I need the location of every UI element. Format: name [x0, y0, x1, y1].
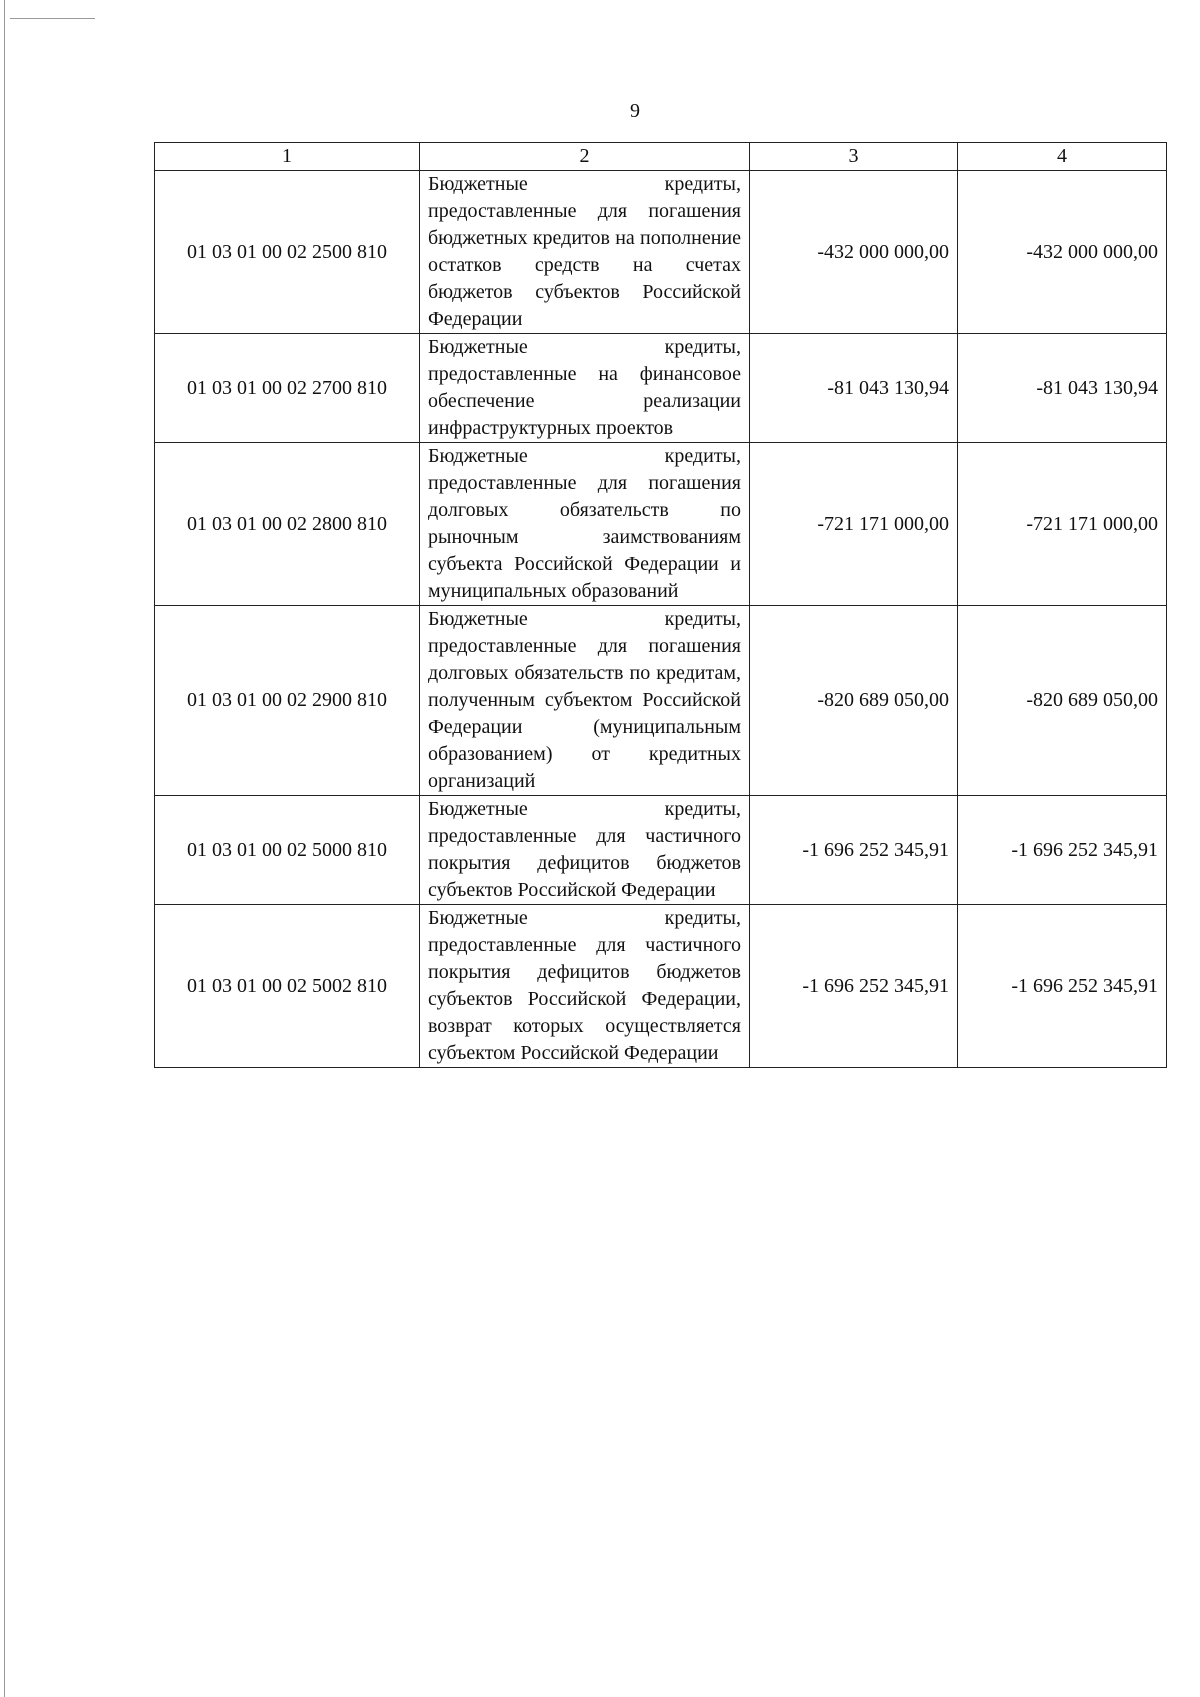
header-col-3: 3: [750, 143, 958, 171]
table-header-row: [155, 143, 1167, 171]
amount-col-3: -721 171 000,00: [750, 443, 958, 606]
amount-col-3: -432 000 000,00: [750, 171, 958, 334]
table-row: [155, 905, 1167, 1068]
table-row: [155, 171, 1167, 334]
budget-code: 01 03 01 00 02 5002 810: [155, 905, 420, 1068]
amount-col-4: -1 696 252 345,91: [958, 796, 1167, 905]
amount-col-4: -820 689 050,00: [958, 606, 1167, 796]
amount-col-4: -721 171 000,00: [958, 443, 1167, 606]
item-name: Бюджетные кредиты, предоставленные для погашения долговых обязательств по кредитам, полученным субъектом Российской Федерации (муниципальным образованием) от кредитных организаций: [420, 606, 750, 796]
left-margin-rule: [4, 0, 5, 1697]
table-row: [155, 334, 1167, 443]
budget-code: 01 03 01 00 02 2500 810: [155, 171, 420, 334]
budget-code: 01 03 01 00 02 2900 810: [155, 606, 420, 796]
amount-col-3: -820 689 050,00: [750, 606, 958, 796]
item-name: Бюджетные кредиты, предоставленные на финансовое обеспечение реализации инфраструктурных проектов: [420, 334, 750, 443]
header-col-2: 2: [420, 143, 750, 171]
page-number: 9: [630, 100, 640, 122]
item-name: Бюджетные кредиты, предоставленные для частичного покрытия дефицитов бюджетов субъектов Российской Федерации, возврат которых осуществляется субъектом Российской Федерации: [420, 905, 750, 1068]
budget-table: [154, 142, 1167, 1068]
amount-col-4: -432 000 000,00: [958, 171, 1167, 334]
amount-col-3: -81 043 130,94: [750, 334, 958, 443]
item-name: Бюджетные кредиты, предоставленные для частичного покрытия дефицитов бюджетов субъектов Российской Федерации: [420, 796, 750, 905]
amount-col-4: -1 696 252 345,91: [958, 905, 1167, 1068]
top-margin-rule: [10, 18, 95, 19]
table-row: [155, 606, 1167, 796]
budget-code: 01 03 01 00 02 2700 810: [155, 334, 420, 443]
amount-col-3: -1 696 252 345,91: [750, 905, 958, 1068]
table-row: [155, 443, 1167, 606]
item-name: Бюджетные кредиты, предоставленные для погашения долговых обязательств по рыночным заимствованиям субъекта Российской Федерации и муниципальных образований: [420, 443, 750, 606]
amount-col-4: -81 043 130,94: [958, 334, 1167, 443]
budget-code: 01 03 01 00 02 2800 810: [155, 443, 420, 606]
amount-col-3: -1 696 252 345,91: [750, 796, 958, 905]
table-row: [155, 796, 1167, 905]
budget-code: 01 03 01 00 02 5000 810: [155, 796, 420, 905]
item-name: Бюджетные кредиты, предоставленные для погашения бюджетных кредитов на пополнение остатков средств на счетах бюджетов субъектов Российской Федерации: [420, 171, 750, 334]
header-col-1: 1: [155, 143, 420, 171]
header-col-4: 4: [958, 143, 1167, 171]
